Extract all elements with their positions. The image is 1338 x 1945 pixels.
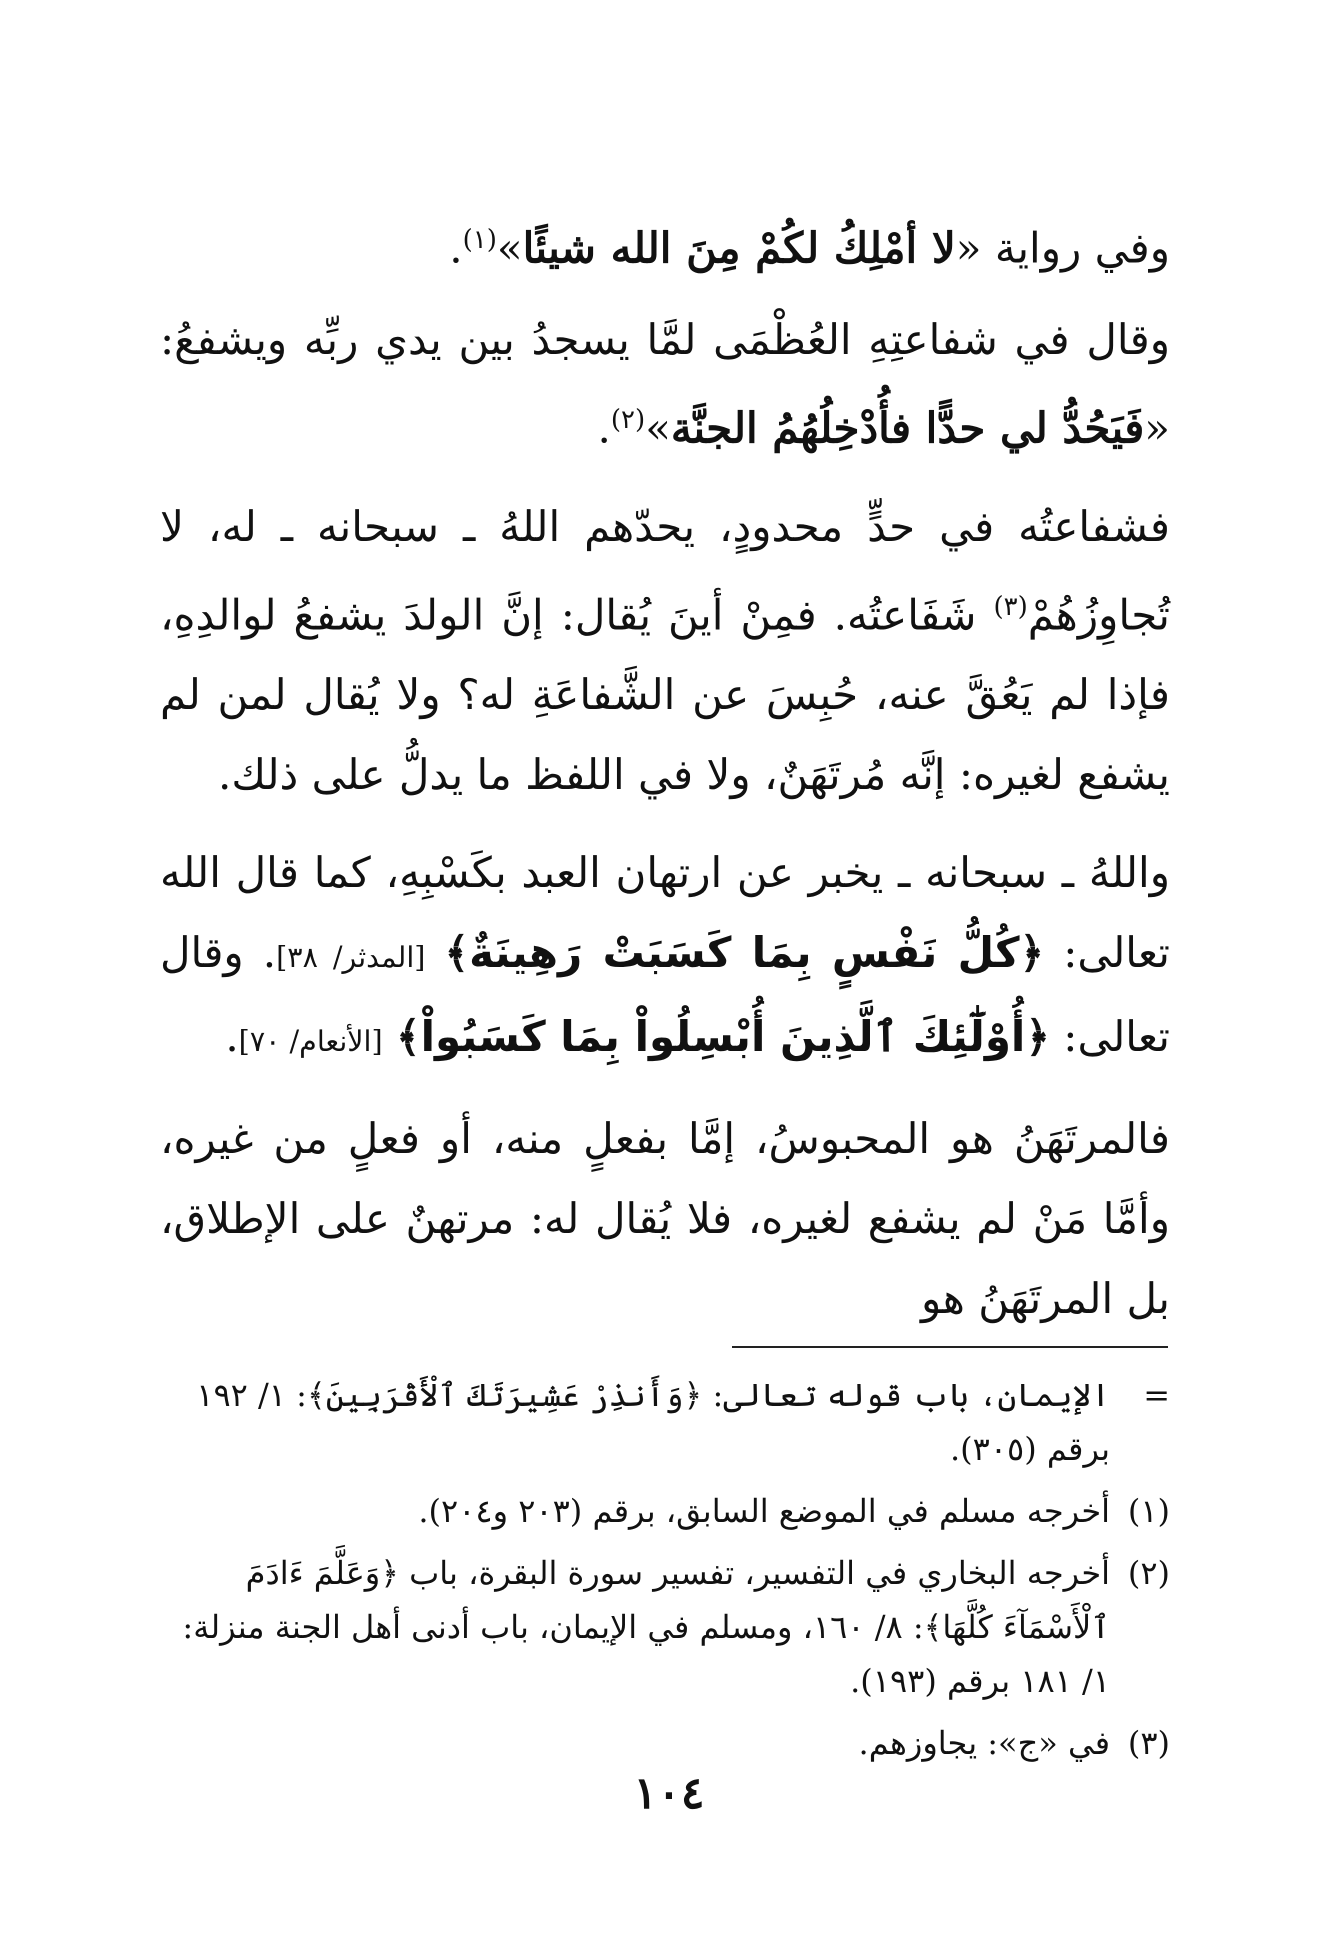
paragraph-1 — [160, 200, 1170, 288]
footnote-2-mark: (٢) — [1127, 1554, 1170, 1592]
footnote-1-mark: (١) — [1127, 1492, 1170, 1530]
footnote-1 — [160, 1484, 1170, 1538]
paragraph-3 — [160, 487, 1170, 815]
paragraph-5: فالمرتَهَنُ هو المحبوسُ، إمَّا بفعلٍ منه، أو فعلٍ من غيره، وأمَّا مَنْ لم يشفع لغيره، فلا يُقال له: مرتهنٌ على الإطلاق، بل المرتَهَنُ هو — [160, 1113, 1170, 1323]
continued-mark: = — [1143, 1376, 1170, 1414]
period: . — [449, 223, 463, 273]
paragraph-4-part1: واللهُ ـ سبحانه ـ يخبر عن ارتهان العبد بكَسْبِهِ، كما قال الله تعالى: — [160, 847, 1170, 977]
quote-close: » — [496, 223, 523, 273]
footnote-ref-3: (٣) — [993, 591, 1028, 622]
page-number: ١٠٤ — [633, 1768, 705, 1819]
period: . — [225, 1011, 239, 1061]
footnote-2-text: أخرجه البخاري في التفسير، تفسير سورة البقرة، باب ﴿وَعَلَّمَ ءَادَمَ ٱلْأَسْمَآءَ كُلَّهَا﴾: ٨/ ١٦٠، ومسلم في الإيمان، باب أدنى أهل الجنة منزلة: ١/ ١٨١ برقم (١٩٣). — [182, 1554, 1110, 1700]
footnote-ref-2: (٢) — [610, 405, 646, 436]
footnote-1-text: أخرجه مسلم في الموضع السابق، برقم (٢٠٣ و٢٠٤). — [418, 1492, 1110, 1530]
footnote-2 — [160, 1546, 1170, 1708]
quran-verse-1: ﴿كُلُّ نَفْسٍ بِمَا كَسَبَتْ رَهِينَةٌ﴾ — [444, 927, 1045, 977]
paragraph-4-part2: . وقال تعالى: — [160, 927, 1170, 1061]
paragraph-1-lead: وفي رواية « — [955, 223, 1170, 273]
verse-reference-2: [الأنعام/ ٧٠] — [238, 1023, 383, 1058]
hadith-quote: فَيَحُدُّ لي حدًّا فأُدْخِلُهُمُ الجنَّة — [670, 403, 1145, 453]
paragraph-2-lead: وقال في شفاعتِهِ العُظْمَى لمَّا يسجدُ بين يدي ربِّه ويشفعُ: « — [160, 315, 1170, 453]
paragraph-2 — [160, 300, 1170, 468]
footnote-separator — [732, 1346, 1168, 1348]
continued-text: الإيمان، باب قوله تعالى: ﴿وَأَنذِرْ عَشِيرَتَكَ ٱلْأَقْرَبِينَ﴾: ١/ ١٩٢ برقم (٣٠٥). — [196, 1376, 1110, 1468]
verse-reference-1: [المدثر/ ٣٨] — [276, 939, 426, 974]
paragraph-3-part1: فشفاعتُه في حدٍّ محدودٍ، يحدّهم اللهُ ـ سبحانه ـ له، لا تُجاوِزُهُمْ — [160, 501, 1170, 639]
footnote-ref-1: (١) — [462, 225, 497, 255]
quote-close: » — [645, 403, 671, 453]
footnote-3-mark: (٣) — [1127, 1724, 1170, 1762]
paragraph-3-part2: شَفَاعتُه. فمِنْ أينَ يُقال: إنَّ الولدَ يشفعُ لوالدِهِ، فإذا لم يَعُقَّ عنه، حُبِسَ عن الشَّفاعَةِ له؟ ولا يُقال لمن لم يشفع لغيره: إنَّه مُرتَهَنٌ، ولا في اللفظ ما يدلُّ على ذلك. — [160, 589, 1170, 799]
footnote-3-text: في «ج»: يجاوزهم. — [858, 1724, 1110, 1762]
period: . — [597, 403, 611, 453]
hadith-quote: لا أمْلِكُ لكُمْ مِنَ الله شيئًا — [522, 223, 956, 273]
footnote-continued — [160, 1368, 1170, 1476]
footnotes — [160, 1368, 1170, 1778]
footnote-3 — [160, 1716, 1170, 1770]
main-text — [160, 200, 1170, 1339]
paragraph-4 — [160, 833, 1170, 1081]
quran-verse-2: ﴿أُوْلَٰٓئِكَ ٱلَّذِينَ أُبْسِلُواْ بِمَا كَسَبُواْ﴾ — [395, 1011, 1050, 1061]
